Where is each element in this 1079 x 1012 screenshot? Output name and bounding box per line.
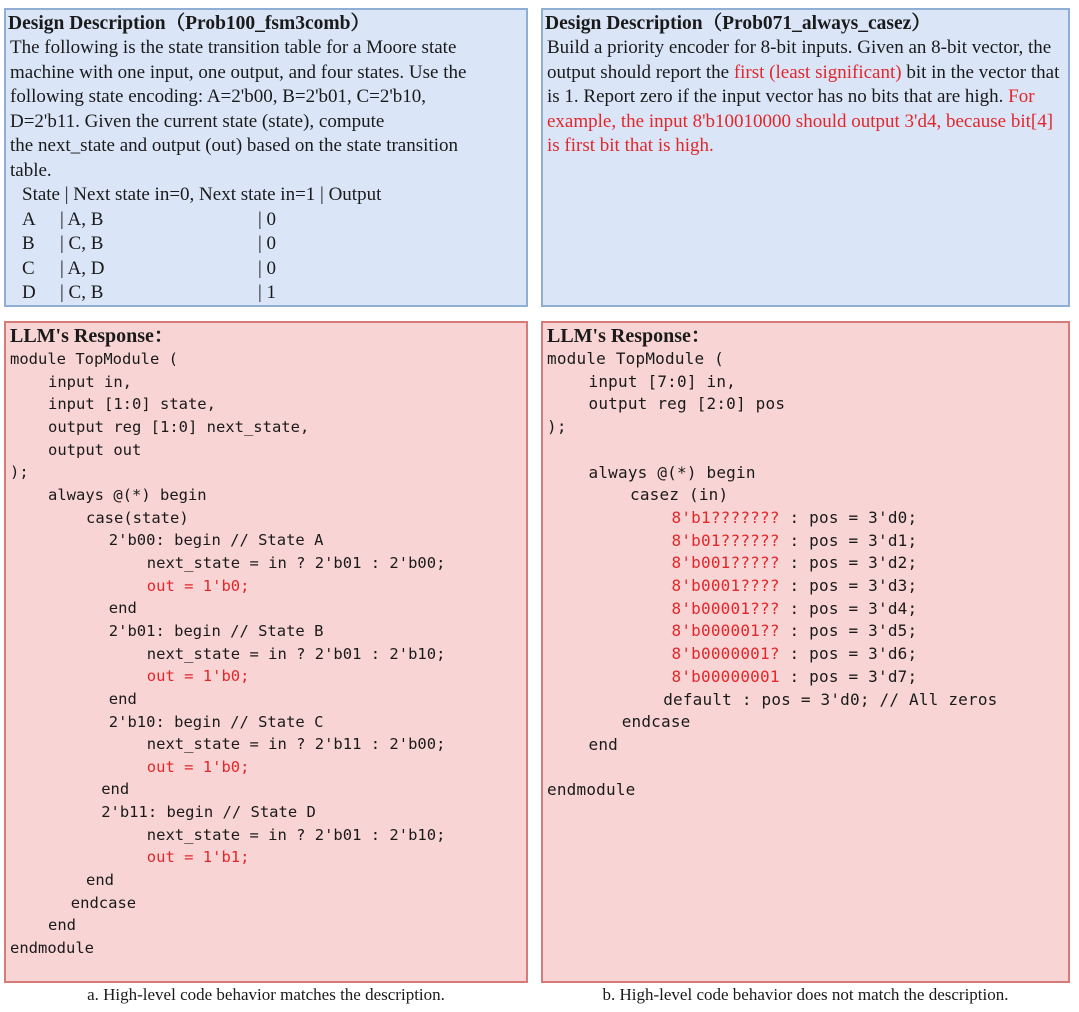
code-line [10, 778, 526, 801]
code-line [10, 801, 526, 824]
code-line [10, 529, 526, 552]
code-text: default : pos = 3'd0; // All zeros [663, 689, 998, 709]
response-title-a: LLM's Response： [10, 325, 174, 347]
state-table-cell-next: | C, B [60, 282, 104, 303]
code-text: 2'b10: begin // State C [108, 712, 324, 731]
code-line [10, 643, 526, 666]
code-line [10, 756, 526, 779]
code-line [10, 665, 526, 688]
code-text: ); [10, 463, 29, 482]
code-line [547, 371, 1068, 394]
code-line [10, 575, 526, 598]
state-table-cell-out: | 0 [258, 257, 277, 279]
code-line [547, 620, 1068, 643]
code-text: module TopModule ( [10, 350, 178, 368]
state-table-cell-out: | 0 [258, 208, 277, 230]
code-line [547, 416, 1068, 439]
code-line [10, 597, 526, 620]
highlighted-code: 8'b01?????? [671, 530, 780, 550]
code-text: end [86, 871, 114, 890]
state-table-header-text: State | Next state in=0, Next state in=1 | Output [22, 184, 382, 205]
highlighted-text: first (least significant) [733, 61, 902, 83]
state-table-cell-state: C [22, 257, 35, 279]
code-line [10, 688, 526, 711]
code-block-a [6, 348, 526, 960]
description-line: machine with one input, one output, and four states. Use the [10, 61, 467, 83]
code-text: always @(*) begin [588, 462, 756, 482]
code-text: output reg [2:0] pos [588, 394, 786, 414]
code-line [547, 507, 1068, 530]
code-text: : pos = 3'd3; [779, 576, 918, 596]
code-text: next_state = in ? 2'b01 : 2'b10; [146, 644, 446, 663]
code-text: next_state = in ? 2'b01 : 2'b10; [146, 825, 446, 844]
highlighted-code: 8'b00000001 [671, 666, 780, 686]
code-line [10, 869, 526, 892]
code-text: : pos = 3'd6; [779, 644, 918, 664]
state-table-cell-state: A [22, 208, 36, 230]
state-table [10, 208, 522, 306]
state-table-cell-next: | A, D [60, 257, 105, 279]
code-text: : pos = 3'd5; [779, 621, 918, 641]
code-line [10, 484, 526, 507]
code-text: next_state = in ? 2'b01 : 2'b00; [146, 553, 446, 572]
highlighted-code: 8'b1??????? [671, 507, 780, 527]
highlighted-code: 8'b0000001? [671, 644, 780, 664]
description-box-b [541, 8, 1070, 307]
description-title-b: Design Description（Prob071_always_casez） [545, 13, 931, 34]
code-text: : pos = 3'd7; [779, 666, 918, 686]
code-text: output out [48, 440, 142, 459]
description-text: bit in the vector that is 1. Report zero if the input vector has no bits that are high. [547, 61, 1060, 107]
code-line [10, 892, 526, 915]
highlighted-code: 8'b001????? [671, 553, 780, 573]
highlighted-code: out = 1'b0; [146, 576, 250, 595]
state-table-cell-state: B [22, 233, 35, 254]
code-line [547, 689, 1068, 712]
code-text: : pos = 3'd1; [779, 530, 918, 550]
response-box-a [4, 321, 528, 983]
state-table-row [10, 281, 522, 306]
code-line [547, 348, 1068, 371]
code-line [10, 507, 526, 530]
description-box-a [4, 8, 528, 307]
state-table-cell-out: | 0 [258, 233, 277, 254]
code-line [10, 937, 526, 960]
description-text-b [543, 36, 1068, 159]
code-text: 2'b00: begin // State A [108, 531, 324, 550]
code-text: end [48, 916, 76, 935]
code-line [547, 484, 1068, 507]
highlighted-code: out = 1'b0; [146, 667, 250, 686]
code-text: input [7:0] in, [588, 371, 736, 391]
code-text: end [588, 734, 618, 754]
code-line [10, 711, 526, 734]
highlighted-code: 8'b00001??? [671, 598, 780, 618]
code-text: end [108, 599, 137, 618]
code-text: casez (in) [630, 485, 729, 505]
code-line [10, 620, 526, 643]
description-line: table. [10, 159, 52, 181]
code-text: 2'b01: begin // State B [108, 621, 324, 640]
highlighted-code: out = 1'b0; [146, 757, 250, 776]
code-line [547, 598, 1068, 621]
highlighted-code: 8'b000001?? [671, 621, 780, 641]
code-line [10, 416, 526, 439]
description-line: D=2'b11. Given the current state (state), compute [10, 110, 385, 132]
code-text: end [101, 780, 130, 799]
code-text: endcase [621, 712, 691, 732]
code-text: ); [547, 417, 567, 437]
code-line [547, 439, 1068, 462]
code-line [547, 779, 1068, 802]
highlighted-text: For example, the input 8'b10010000 should output 3'd4, because bit[4] is first bit that is high. [547, 86, 1054, 156]
code-text: endmodule [547, 780, 636, 800]
highlighted-code: out = 1'b1; [146, 848, 250, 867]
code-line [10, 824, 526, 847]
code-line [547, 552, 1068, 575]
code-text: output reg [1:0] next_state, [48, 417, 310, 436]
code-line [10, 439, 526, 462]
caption-a: a. High-level code behavior matches the description. [87, 985, 445, 1004]
code-text: end [108, 689, 137, 708]
code-text: : pos = 3'd4; [779, 598, 918, 618]
code-line [547, 666, 1068, 689]
code-text: : pos = 3'd0; [779, 507, 918, 527]
code-text: case(state) [86, 508, 189, 527]
code-text: module TopModule ( [547, 349, 724, 368]
code-line [547, 462, 1068, 485]
code-text: endcase [70, 893, 137, 912]
description-line: following state encoding: A=2'b00, B=2'b01, C=2'b10, [10, 86, 427, 107]
highlighted-code: 8'b0001???? [671, 576, 780, 596]
code-line [10, 461, 526, 484]
code-text: input [1:0] state, [48, 395, 216, 414]
state-table-cell-next: | C, B [60, 233, 104, 254]
code-line [10, 371, 526, 394]
code-line [10, 393, 526, 416]
code-text: next_state = in ? 2'b11 : 2'b00; [146, 735, 446, 754]
code-line [10, 552, 526, 575]
code-line [547, 757, 1068, 780]
response-title-b: LLM's Response： [547, 325, 711, 347]
code-line [547, 734, 1068, 757]
state-table-cell-out: | 1 [258, 282, 277, 303]
description-line: the next_state and output (out) based on the state transition [10, 135, 458, 156]
code-line [10, 733, 526, 756]
code-line [547, 530, 1068, 553]
code-line [547, 575, 1068, 598]
description-text: Build a priority encoder for 8-bit inputs. Given an 8-bit vector, the output should report the [547, 37, 1052, 83]
code-line [547, 643, 1068, 666]
code-text: endmodule [10, 939, 94, 958]
state-table-cell-state: D [22, 282, 36, 303]
code-line [547, 393, 1068, 416]
response-box-b [541, 321, 1070, 983]
code-line [10, 914, 526, 937]
code-text: input in, [48, 372, 132, 391]
code-line [547, 711, 1068, 734]
state-table-header [10, 183, 522, 208]
description-text-a [6, 36, 526, 306]
code-line [10, 348, 526, 371]
state-table-row [10, 232, 522, 257]
caption-b: b. High-level code behavior does not match the description. [602, 985, 1009, 1004]
code-block-b [543, 348, 1068, 802]
state-table-row [10, 257, 522, 282]
code-text: always @(*) begin [48, 485, 207, 504]
description-line: The following is the state transition table for a Moore state [10, 37, 457, 58]
code-text: 2'b11: begin // State D [101, 803, 316, 822]
state-table-cell-next: | A, B [60, 208, 104, 230]
code-text: : pos = 3'd2; [779, 553, 918, 573]
description-title-a: Design Description（Prob100_fsm3comb） [8, 13, 370, 34]
state-table-row [10, 208, 522, 233]
code-line [10, 846, 526, 869]
